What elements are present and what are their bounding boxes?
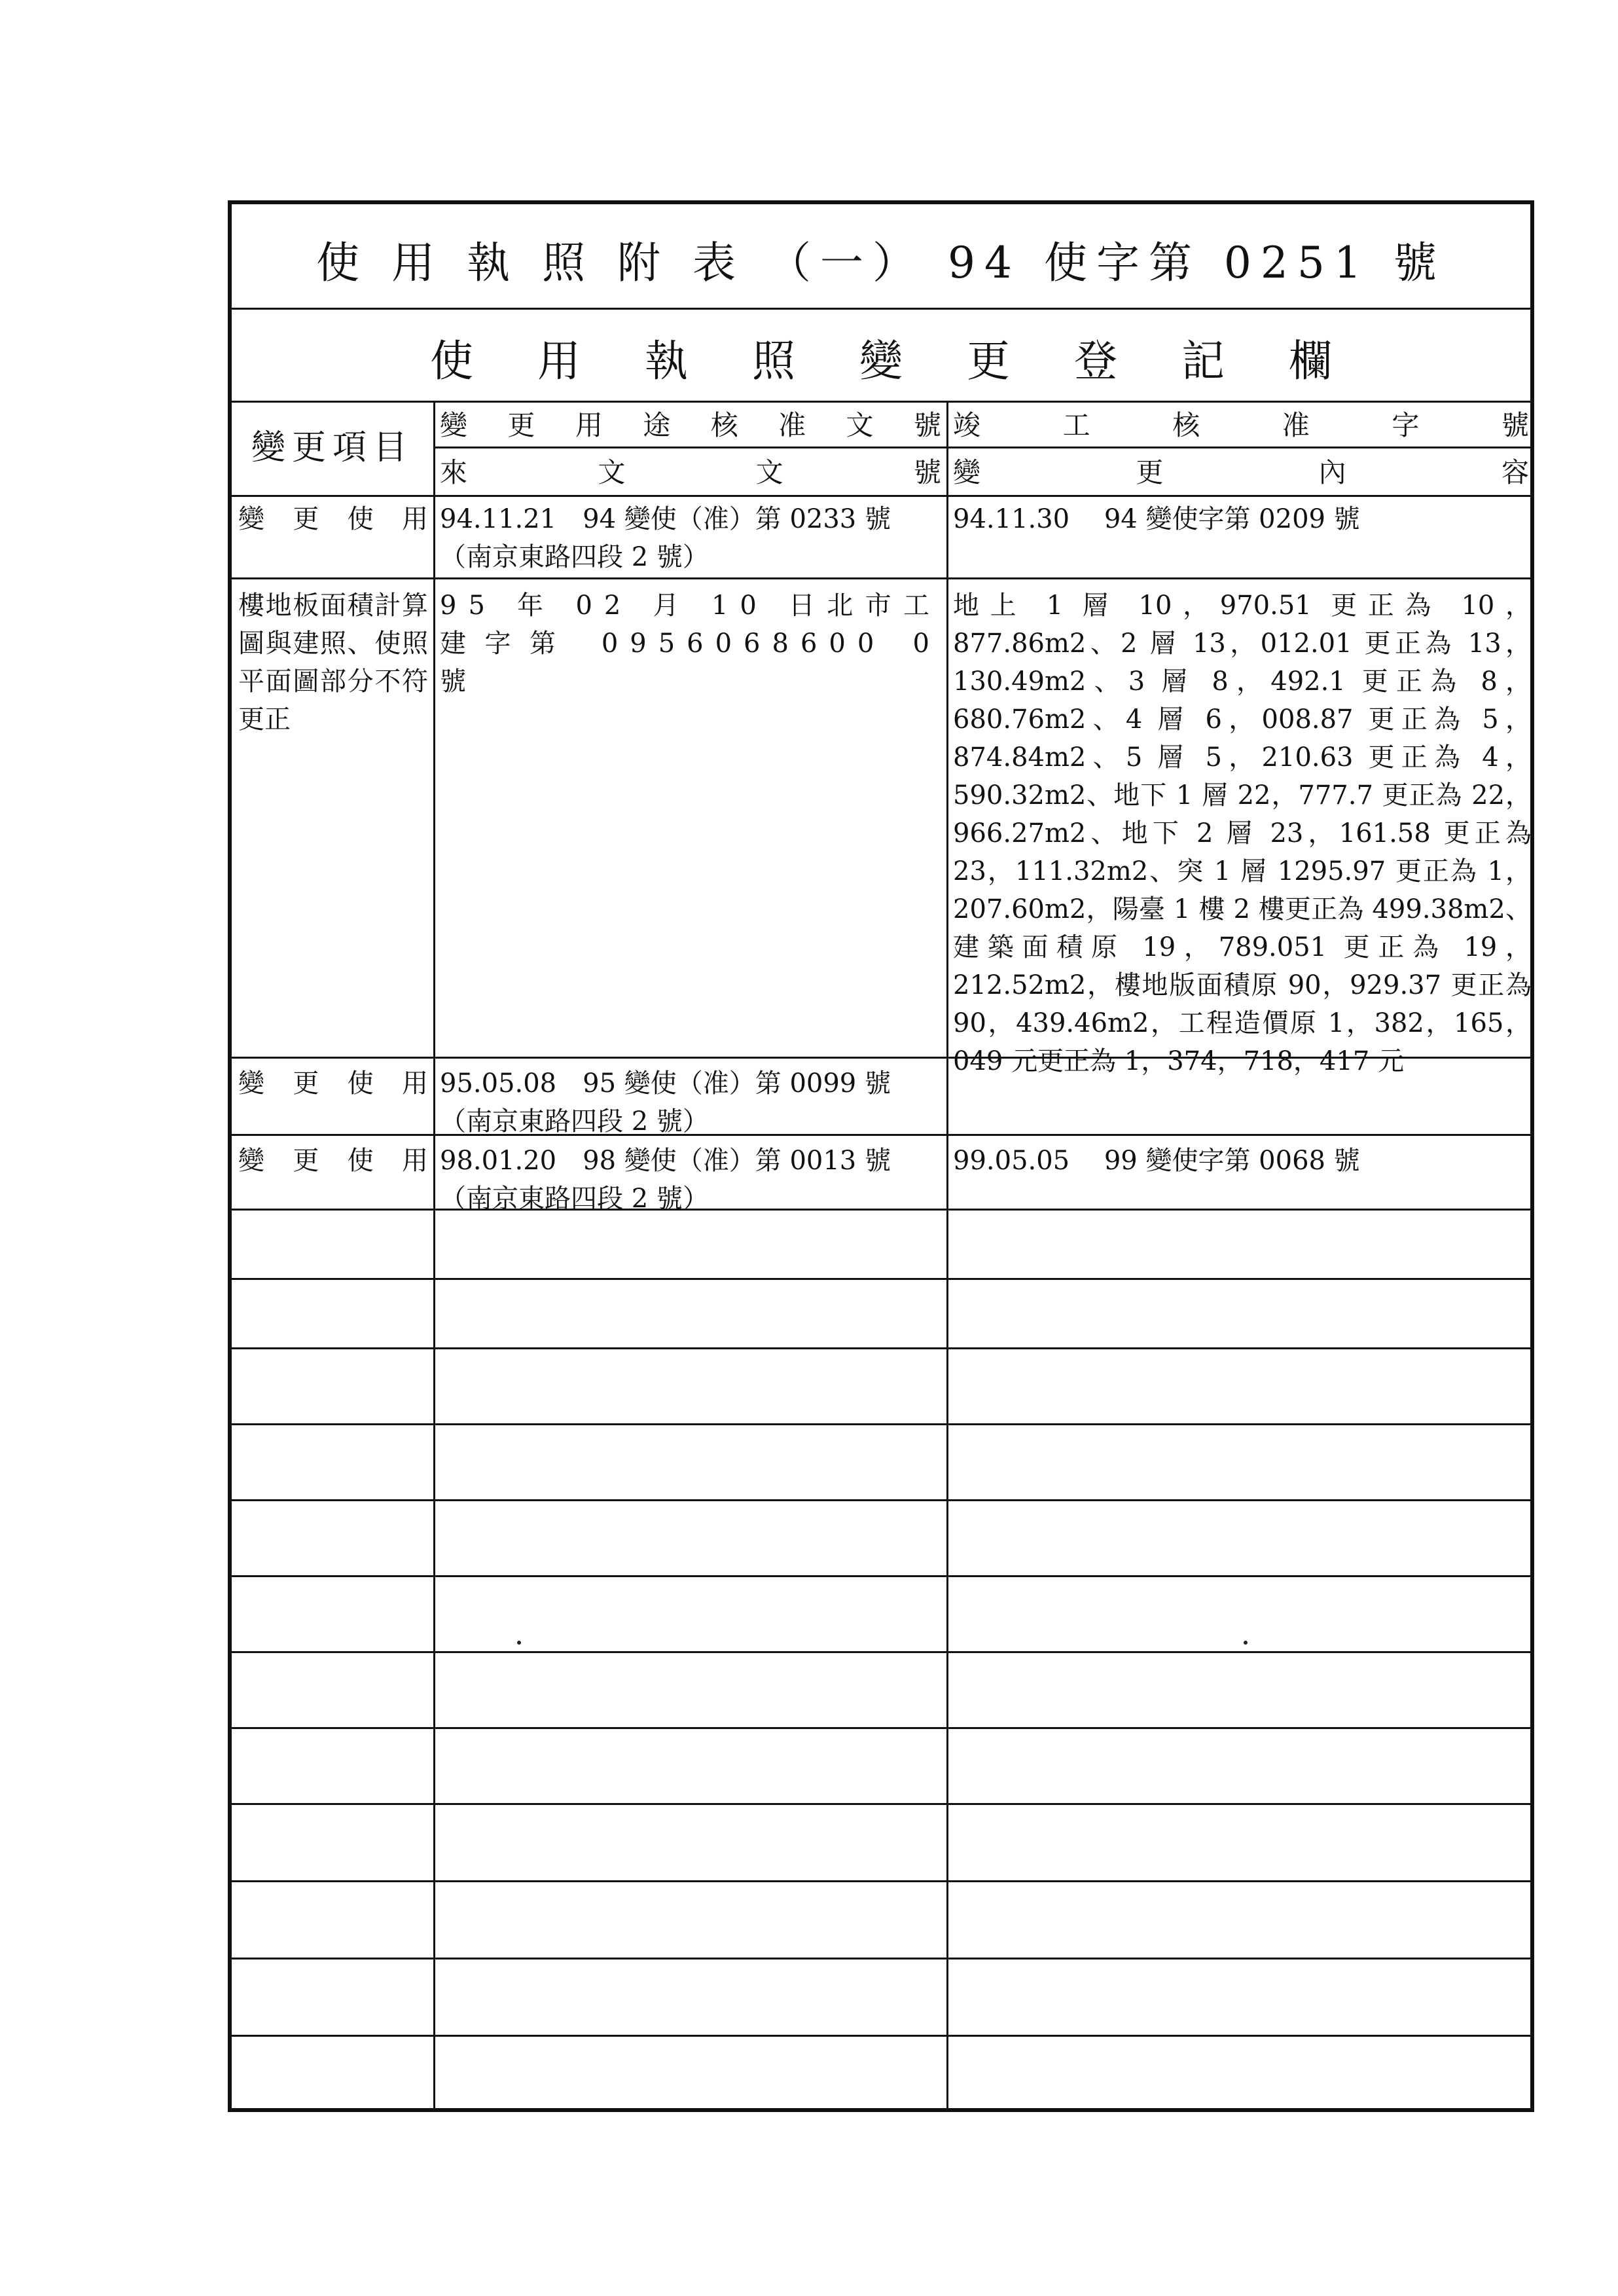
row-3-item: 變更使用 [238, 1068, 428, 1099]
row-1-approval-address: （南京東路四段 2 號） [440, 542, 709, 572]
row-2-approval: 95 年 02 月 10 日北市工建字第 0956068600 0 號 [440, 591, 941, 697]
empty-row-divider [232, 1880, 1530, 1882]
empty-row-divider [232, 1499, 1530, 1501]
header-change-content: 變更內容 [953, 456, 1529, 488]
row-1-approval-line: 94.11.21 94 變使（准）第 0233 號 [440, 504, 891, 534]
divider [232, 577, 1530, 579]
row-4-approval-address: （南京東路四段 2 號） [440, 1184, 709, 1214]
header-incoming-no: 來文文號 [440, 456, 941, 488]
header-change-item: 變更項目 [251, 428, 414, 467]
header-completion-no: 竣工核准字號 [953, 409, 1529, 441]
row-1-item: 變更使用 [238, 504, 428, 534]
document-title: 使 用 執 照 附 表 （一） 94 使字第 0251 號 [316, 238, 1446, 288]
row-4-completion: 99.05.05 99 變使字第 0068 號 [953, 1146, 1360, 1176]
divider [433, 446, 1530, 448]
row-4-approval [440, 1142, 941, 1218]
scan-speck [517, 1641, 521, 1645]
row-1-approval [440, 500, 941, 576]
row-3-approval-line: 95.05.08 95 變使（准）第 0099 號 [440, 1068, 891, 1099]
section-title: 使用執照變更登記欄 [430, 336, 1396, 386]
empty-row-divider [232, 1278, 1530, 1280]
row-3-approval-address: （南京東路四段 2 號） [440, 1106, 709, 1137]
empty-row-divider [232, 1727, 1530, 1729]
column-divider [433, 401, 435, 2112]
empty-row-divider [232, 1803, 1530, 1805]
empty-row-divider [232, 2035, 1530, 2037]
empty-row-divider [232, 1575, 1530, 1577]
row-2-content: 地上 1 層 10，970.51 更正為 10，877.86m2、2 層 13，012.01 更正為 13，130.49m2、3 層 8，492.1 更正為 8，680.76m2、4 層 6，008.87 更正為 5，874.84m2、5 層 5，210.63 更正為 4，590.32m2、地下 1 層 22，777.7 更正為 22，966.27m2、地下 2 層 23，161.58 更正為 23，111.32m2、突 1 層 1295.97 更正為 1，207.60m2，陽臺 1 樓 2 樓更正為 499.38m2、建築面積原 19，789.051 更正為 19，212.52m2，樓地版面積原 90，929.37 更正為 90，439.46m2，工程造價原 1，382，165，049 元更正為 1，374，718，417 元 [953, 591, 1532, 1076]
empty-row-divider [232, 1209, 1530, 1211]
scan-speck [1244, 1641, 1248, 1645]
row-3-approval [440, 1065, 941, 1140]
empty-row-divider [232, 1958, 1530, 1959]
divider [232, 308, 1530, 310]
divider [232, 1057, 1530, 1059]
column-divider [946, 401, 948, 2112]
divider [232, 495, 1530, 497]
row-1-completion: 94.11.30 94 變使字第 0209 號 [953, 504, 1360, 534]
divider [232, 1134, 1530, 1136]
row-4-item: 變更使用 [238, 1146, 428, 1176]
empty-row-divider [232, 1347, 1530, 1349]
row-2-item: 樓地板面積計算圖與建照、使照平面圖部分不符更正 [238, 591, 428, 735]
document-frame [228, 200, 1534, 2112]
empty-row-divider [232, 1651, 1530, 1653]
empty-row-divider [232, 1423, 1530, 1425]
header-approval-no: 變更用途核准文號 [440, 409, 941, 441]
row-4-approval-line: 98.01.20 98 變使（准）第 0013 號 [440, 1146, 891, 1176]
